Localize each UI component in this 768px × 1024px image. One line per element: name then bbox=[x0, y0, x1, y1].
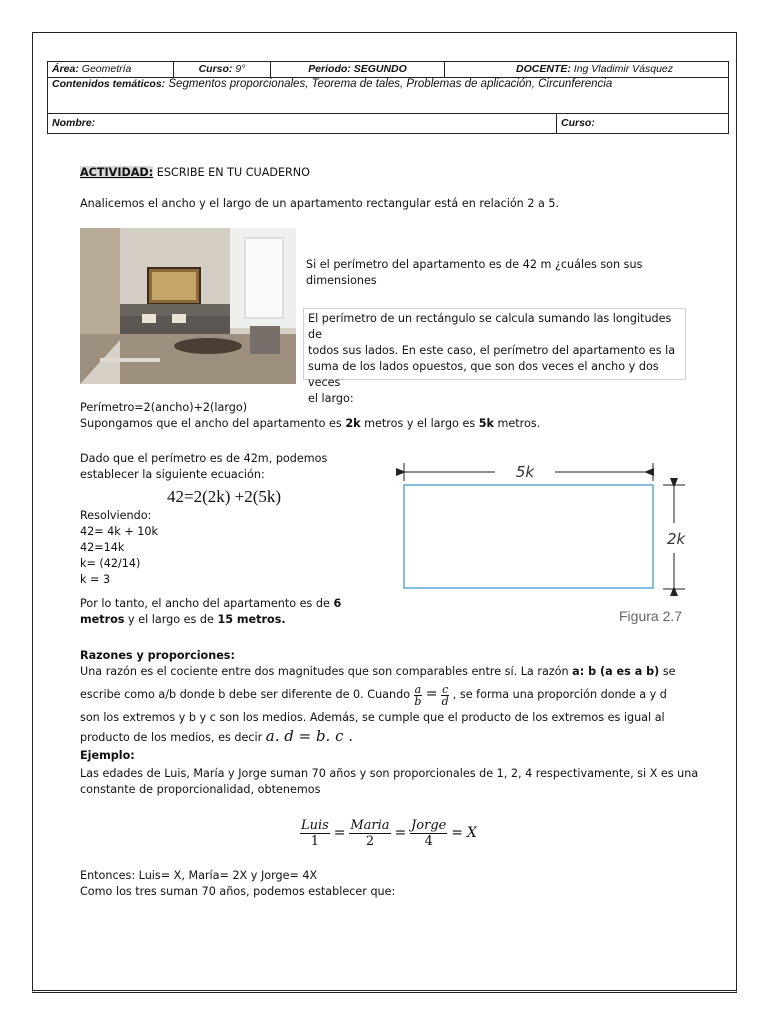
area-cell bbox=[48, 62, 174, 77]
area-value: Geometría bbox=[81, 63, 132, 75]
ratios-line-1 bbox=[80, 664, 676, 680]
explanation-line-1: El perímetro de un rectángulo se calcula sumando las longitudes de bbox=[308, 312, 672, 341]
maria-den: 2 bbox=[365, 834, 375, 849]
periodo-value: SEGUNDO bbox=[353, 63, 407, 75]
fraction-luis bbox=[300, 818, 330, 849]
constant-x: X bbox=[466, 825, 477, 842]
concl1-b: 6 bbox=[333, 597, 342, 610]
docente-label: DOCENTE: bbox=[516, 63, 571, 75]
curso2-cell bbox=[557, 114, 728, 133]
frac-a: a bbox=[414, 682, 422, 696]
proportion-equation bbox=[300, 818, 477, 849]
fraction-a-b bbox=[414, 684, 423, 707]
luis-den: 1 bbox=[310, 834, 320, 849]
living-room-illustration bbox=[80, 228, 296, 384]
step-4: k = 3 bbox=[80, 573, 111, 586]
top-dimension-label: 5k bbox=[515, 463, 535, 481]
activity-label: ACTIVIDAD: bbox=[80, 166, 154, 179]
example-then: Entonces: Luis= X, María= 2X y Jorge= 4X bbox=[80, 869, 318, 882]
jorge-den: 4 bbox=[424, 834, 433, 849]
explanation-box bbox=[303, 308, 686, 405]
periodo-cell bbox=[271, 62, 445, 77]
curso-cell bbox=[174, 62, 271, 77]
ratios-line-4 bbox=[80, 728, 353, 746]
ratios-equals: = bbox=[425, 686, 438, 702]
activity-title-text: ESCRIBE EN TU CUADERNO bbox=[156, 166, 310, 179]
question-line-2: dimensiones bbox=[306, 274, 377, 287]
ratios-l2-a: escribe como a/b donde b debe ser diferente de 0. Cuando bbox=[80, 688, 411, 701]
rectangle-figure bbox=[395, 455, 695, 630]
suppose-d: 5k bbox=[478, 417, 494, 430]
step-1: 42= 4k + 10k bbox=[80, 525, 158, 538]
suppose-e: metros. bbox=[493, 417, 541, 430]
eq-sign-2: = bbox=[394, 825, 407, 842]
concl1-a: Por lo tanto, el ancho del apartamento es de bbox=[80, 597, 334, 610]
contenidos-label: Contenidos temáticos: bbox=[52, 78, 166, 90]
suppose-c: metros y el largo es bbox=[360, 417, 479, 430]
side-dimension-label: 2k bbox=[667, 530, 686, 548]
equation: 42=2(2k) +2(5k) bbox=[167, 487, 282, 506]
perimeter-formula: Perímetro=2(ancho)+2(largo) bbox=[80, 401, 248, 414]
ratios-heading: Razones y proporciones: bbox=[80, 649, 235, 662]
eq-sign-1: = bbox=[333, 825, 346, 842]
fraction-maria bbox=[349, 818, 390, 849]
docente-value: Ing Vladimir Vásquez bbox=[573, 63, 673, 75]
ratios-l1-c: se bbox=[659, 665, 676, 678]
suppose-b: 2k bbox=[345, 417, 361, 430]
concl2-b: y el largo es de bbox=[124, 613, 218, 626]
frac-b: b bbox=[414, 694, 422, 708]
step-2: 42=14k bbox=[80, 541, 125, 554]
ratios-l1-a: Una razón es el cociente entre dos magnitudes que son comparables entre sí. La razón bbox=[80, 665, 573, 678]
concl2-c: 15 metros. bbox=[217, 613, 286, 626]
activity-title bbox=[80, 165, 310, 181]
frac-c: c bbox=[442, 682, 449, 696]
figure-caption: Figura 2.7 bbox=[619, 608, 683, 624]
ratios-l4-b: a. d = b. c . bbox=[265, 727, 354, 745]
maria-num: Maria bbox=[350, 818, 390, 833]
header-row-1 bbox=[47, 61, 729, 78]
intro-text: Analicemos el ancho y el largo de un apartamento rectangular está en relación 2 a 5. bbox=[80, 197, 560, 210]
ratios-line-2 bbox=[80, 682, 667, 707]
given-line-2: establecer la siguiente ecuación: bbox=[80, 468, 265, 481]
header-row-3 bbox=[47, 113, 729, 134]
suppose-a: Supongamos que el ancho del apartamento es bbox=[80, 417, 346, 430]
periodo-label: Periodo: bbox=[308, 63, 351, 75]
jorge-num: Jorge bbox=[411, 818, 447, 833]
contenidos-cell bbox=[48, 77, 728, 113]
example-last: Como los tres suman 70 años, podemos establecer que: bbox=[80, 885, 396, 898]
question-line-1: Si el perímetro del apartamento es de 42 m ¿cuáles son sus bbox=[306, 258, 643, 271]
curso-label: Curso: bbox=[198, 63, 233, 75]
curso-value: 9° bbox=[235, 63, 246, 75]
example-line-2: constante de proporcionalidad, obtenemos bbox=[80, 783, 321, 796]
step-3: k= (42/14) bbox=[80, 557, 141, 570]
ratios-l1-b: a: b (a es a b) bbox=[572, 665, 660, 678]
concl2-a: metros bbox=[80, 613, 125, 626]
fraction-c-d bbox=[441, 684, 449, 707]
contenidos-value: Segmentos proporcionales, Teorema de tales, Problemas de aplicación, Circunferencia bbox=[168, 78, 613, 90]
eq-sign-3: = bbox=[451, 825, 463, 842]
example-line-1: Las edades de Luis, María y Jorge suman 70 años y son proporcionales de 1, 2, 4 respectivamente, si X es una bbox=[80, 767, 699, 780]
solving-label: Resolviendo: bbox=[80, 509, 152, 522]
docente-cell bbox=[445, 62, 728, 77]
frac-d: d bbox=[441, 694, 449, 708]
fraction-jorge bbox=[410, 818, 447, 849]
ratios-line-3: son los extremos y b y c son los medios. Además, se cumple que el producto de los extremos es igual al bbox=[80, 711, 665, 724]
header-row-2 bbox=[47, 77, 729, 114]
explanation-line-4: el largo: bbox=[308, 392, 354, 405]
nombre-cell bbox=[48, 114, 557, 133]
ratios-l4-a: producto de los medios, es decir bbox=[80, 731, 266, 744]
area-label: Área: bbox=[52, 63, 79, 75]
conclusion-line-1 bbox=[80, 596, 341, 612]
luis-num: Luis bbox=[301, 818, 329, 833]
curso2-label: Curso: bbox=[561, 117, 595, 129]
given-line-1: Dado que el perímetro es de 42m, podemos bbox=[80, 452, 328, 465]
apartment-photo bbox=[80, 228, 296, 384]
ratios-l2-b: , se forma una proporción donde a y d bbox=[452, 688, 667, 701]
explanation-line-3: suma de los lados opuestos, que son dos veces el ancho y dos veces bbox=[308, 360, 659, 389]
nombre-label: Nombre: bbox=[52, 117, 96, 129]
conclusion-line-2 bbox=[80, 612, 286, 628]
example-heading: Ejemplo: bbox=[80, 749, 135, 762]
suppose-line bbox=[80, 416, 540, 432]
explanation-line-2: todos sus lados. En este caso, el perímetro del apartamento es la bbox=[308, 344, 676, 357]
apartment-rectangle bbox=[404, 485, 653, 588]
